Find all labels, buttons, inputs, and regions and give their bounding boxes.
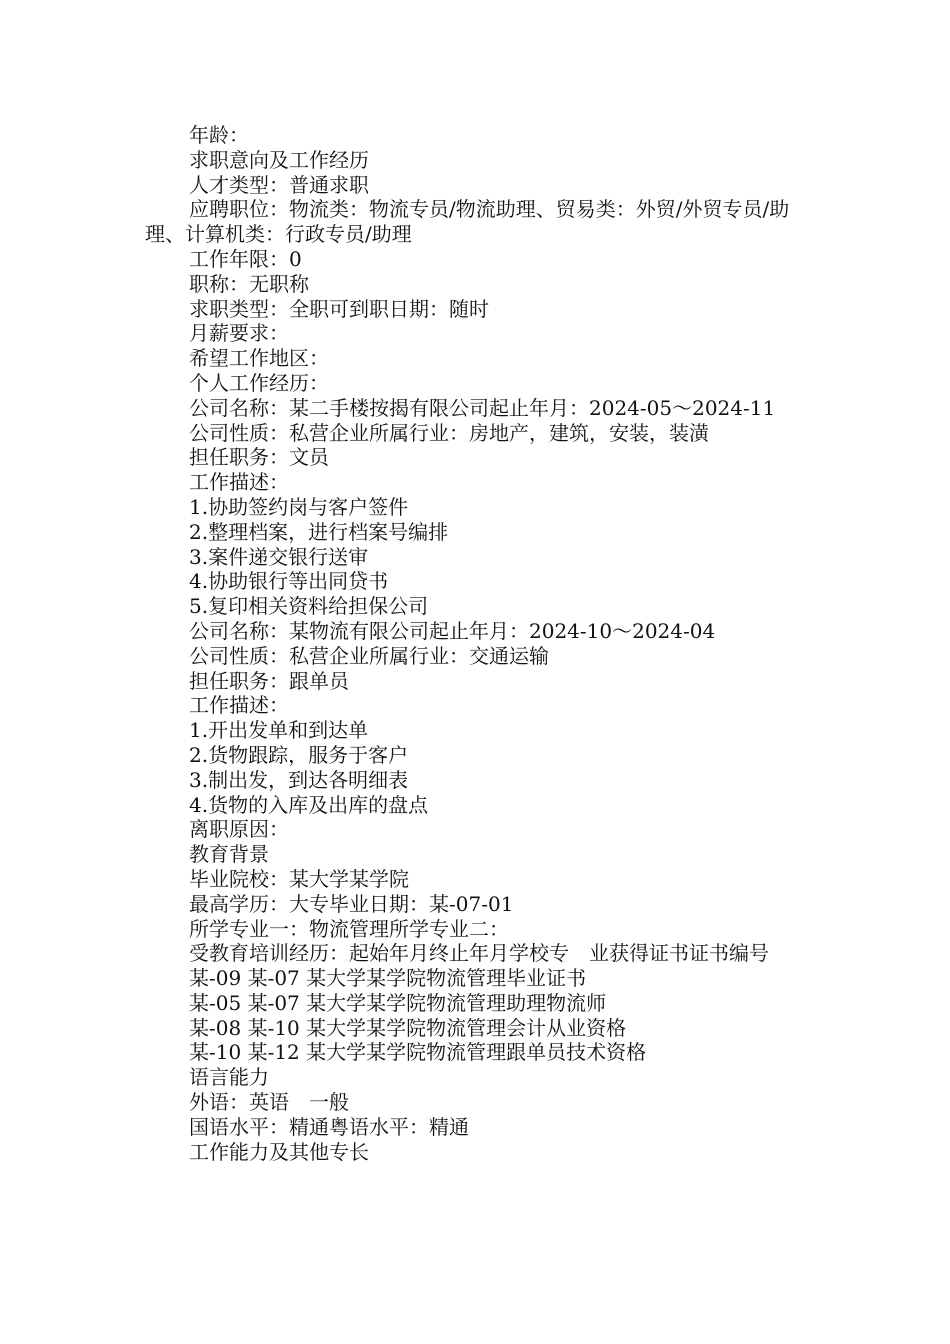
text-line-training-row-1: 某-09 某-07 某大学某学院物流管理毕业证书 xyxy=(189,966,587,991)
text-line-title: 职称：无职称 xyxy=(189,271,309,296)
text-line-applied-position: 应聘职位：物流类：物流专员/物流助理、贸易类：外贸/外贸专员/助理、计算机类：行政专员/助理 xyxy=(145,197,790,247)
text-line-work-history-label: 个人工作经历： xyxy=(189,370,329,395)
text-line-company-2-name: 公司名称：某物流有限公司起止年月：2024-10～2024-04 xyxy=(189,618,716,643)
text-line-salary: 月薪要求： xyxy=(189,321,289,346)
text-line-company-2-duty-2: 2.货物跟踪，服务于客户 xyxy=(189,742,409,767)
section-heading-skills: 工作能力及其他专长 xyxy=(189,1139,369,1164)
text-line-training-row-2: 某-05 某-07 某大学某学院物流管理助理物流师 xyxy=(189,990,607,1015)
text-line-company-1-role: 担任职务：文员 xyxy=(189,445,329,470)
text-line-company-1-duty-4: 4.协助银行等出同贷书 xyxy=(189,569,389,594)
text-line-job-type: 求职类型：全职可到职日期：随时 xyxy=(189,296,489,321)
text-line-company-1-duty-3: 3.案件递交银行送审 xyxy=(189,544,369,569)
text-line-company-2-desc-label: 工作描述： xyxy=(189,693,289,718)
text-line-leave-reason: 离职原因： xyxy=(189,817,289,842)
text-line-mandarin-cantonese: 国语水平：精通粤语水平：精通 xyxy=(189,1114,469,1139)
section-heading-education: 教育背景 xyxy=(189,842,269,867)
text-line-company-1-name: 公司名称：某二手楼按揭有限公司起止年月：2024-05～2024-11 xyxy=(189,395,776,420)
text-line-talent-type: 人才类型：普通求职 xyxy=(189,172,369,197)
text-line-foreign-language: 外语：英语 一般 xyxy=(189,1090,349,1115)
text-line-work-region: 希望工作地区： xyxy=(189,346,329,371)
text-line-training-header: 受教育培训经历：起始年月终止年月学校专 业获得证书证书编号 xyxy=(189,941,769,966)
text-line-major: 所学专业一：物流管理所学专业二： xyxy=(189,916,509,941)
text-line-school: 毕业院校：某大学某学院 xyxy=(189,866,409,891)
text-line-work-years: 工作年限：0 xyxy=(189,246,302,271)
text-line-company-2-duty-1: 1.开出发单和到达单 xyxy=(189,718,369,743)
text-line-age: 年龄： xyxy=(189,123,249,147)
section-heading-language: 语言能力 xyxy=(189,1065,269,1090)
text-line-company-2-role: 担任职务：跟单员 xyxy=(189,668,349,693)
text-line-company-2-nature: 公司性质：私营企业所属行业：交通运输 xyxy=(189,643,549,668)
text-line-training-row-4: 某-10 某-12 某大学某学院物流管理跟单员技术资格 xyxy=(189,1040,647,1065)
text-line-company-1-nature: 公司性质：私营企业所属行业：房地产，建筑，安装，装潢 xyxy=(189,420,709,445)
text-line-company-1-duty-5: 5.复印相关资料给担保公司 xyxy=(189,594,429,619)
text-line-company-2-duty-3: 3.制出发，到达各明细表 xyxy=(189,767,409,792)
text-line-company-1-desc-label: 工作描述： xyxy=(189,470,289,495)
text-line-company-1-duty-2: 2.整理档案，进行档案号编排 xyxy=(189,519,449,544)
text-line-training-row-3: 某-08 某-10 某大学某学院物流管理会计从业资格 xyxy=(189,1015,627,1040)
resume-text-body xyxy=(145,123,810,1164)
section-heading-job-intention: 求职意向及工作经历 xyxy=(189,147,369,172)
text-line-degree: 最高学历：大专毕业日期：某-07-01 xyxy=(189,891,514,916)
text-line-company-2-duty-4: 4.货物的入库及出库的盘点 xyxy=(189,792,429,817)
text-line-company-1-duty-1: 1.协助签约岗与客户签件 xyxy=(189,494,409,519)
